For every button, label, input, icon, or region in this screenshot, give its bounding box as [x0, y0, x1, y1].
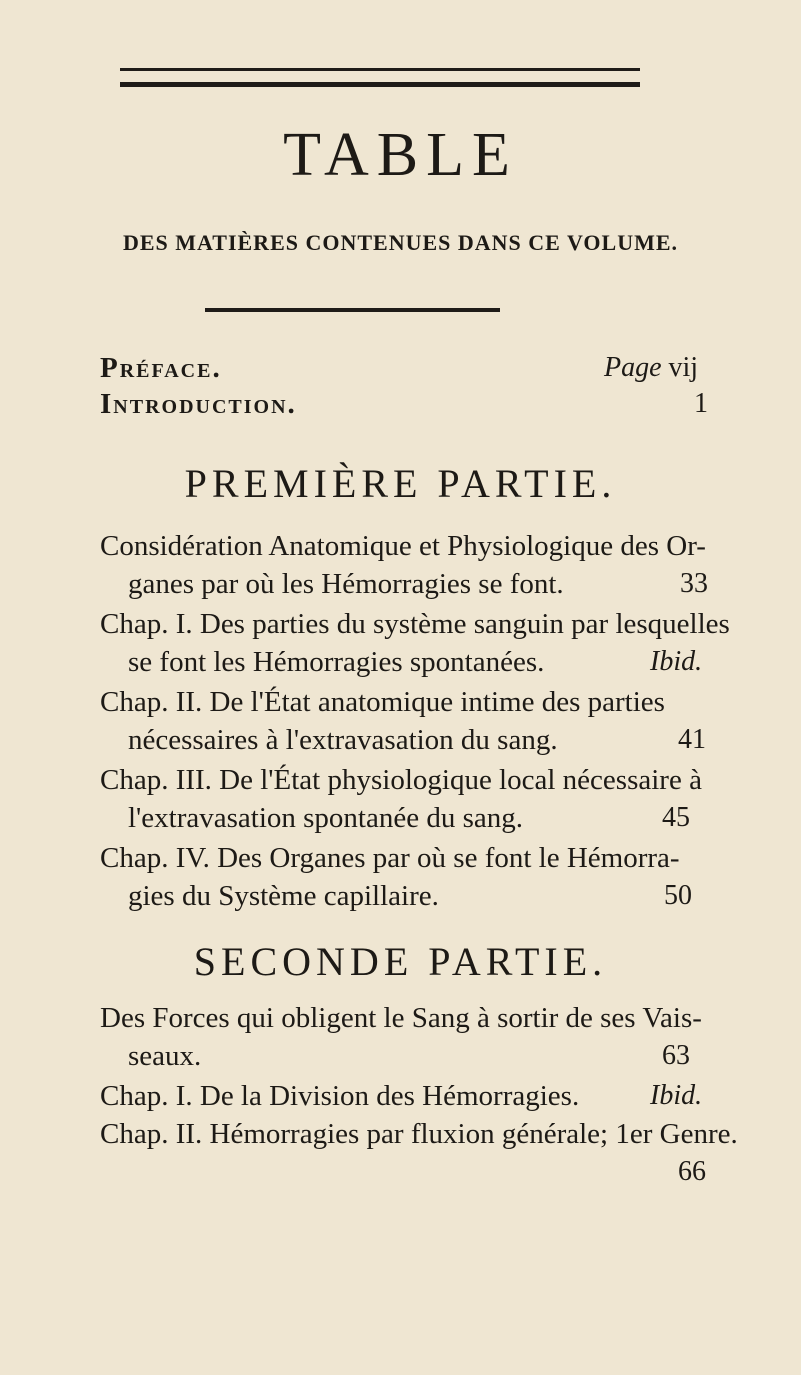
toc-line: nécessaires à l'extravasation du sang.: [128, 724, 558, 756]
toc-entry-introduction-label: Introduction.: [100, 388, 297, 420]
toc-page: 63: [662, 1040, 690, 1071]
page-subtitle: DES MATIÈRES CONTENUES DANS CE VOLUME.: [122, 230, 679, 255]
top-rule-thin: [120, 68, 640, 71]
toc-line: Chap. I. Des parties du système sanguin par lesquelles: [100, 608, 730, 640]
page-title: TABLE: [283, 121, 518, 189]
toc-line: se font les Hémorragies spontanées.: [128, 646, 545, 678]
toc-entry-preface-label: Préface.: [100, 352, 222, 384]
toc-line: Chap. II. De l'État anatomique intime des parties: [100, 686, 665, 718]
title-separator-rule: [205, 308, 500, 312]
toc-page: 33: [680, 568, 708, 599]
toc-line: seaux.: [128, 1040, 202, 1072]
toc-line: Chap. II. Hémorragies par fluxion générale; 1er Genre.: [100, 1118, 738, 1150]
part-heading: PREMIÈRE PARTIE.: [184, 461, 617, 506]
toc-line: Considération Anatomique et Physiologique des Or-: [100, 530, 706, 562]
toc-line: Chap. III. De l'État physiologique local nécessaire à: [100, 764, 702, 796]
toc-line: gies du Système capillaire.: [128, 880, 439, 912]
toc-page: 45: [662, 802, 690, 833]
page-number: vij: [668, 352, 699, 383]
toc-line: Des Forces qui obligent le Sang à sortir de ses Vais-: [100, 1002, 702, 1034]
toc-page: Ibid.: [650, 646, 703, 677]
toc-line: ganes par où les Hémorragies se font.: [128, 568, 564, 600]
top-rule-thick: [120, 82, 640, 87]
toc-entry-introduction-page: 1: [694, 388, 708, 419]
toc-page: Ibid.: [650, 1080, 703, 1111]
toc-entry-preface-page: [604, 352, 698, 384]
toc-line: l'extravasation spontanée du sang.: [128, 802, 523, 834]
toc-line: Chap. I. De la Division des Hémorragies.: [100, 1080, 580, 1112]
toc-page: 66: [678, 1156, 706, 1187]
toc-page: 41: [678, 724, 706, 755]
part-heading: SECONDE PARTIE.: [193, 939, 608, 984]
page-word: Page: [604, 352, 662, 383]
toc-page: 50: [664, 880, 692, 911]
toc-line: Chap. IV. Des Organes par où se font le Hémorra-: [100, 842, 680, 874]
